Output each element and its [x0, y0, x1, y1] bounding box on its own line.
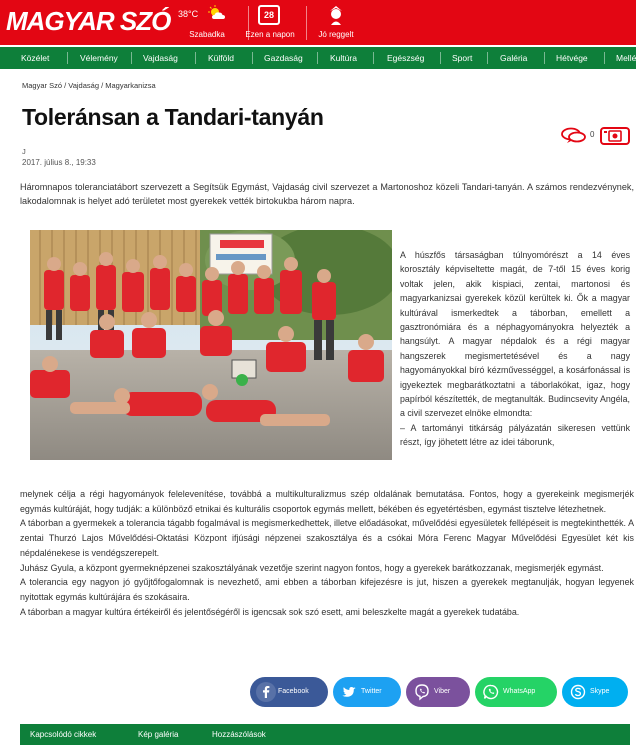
nav-divider [252, 52, 253, 64]
nav-divider [604, 52, 605, 64]
article-body [20, 487, 634, 619]
share-label: Twitter [361, 688, 382, 695]
share-viber-button[interactable] [406, 677, 470, 707]
facebook-icon [256, 682, 276, 702]
tab-photo-gallery[interactable]: Kép galéria [138, 730, 179, 739]
article-title: Toleránsan a Tandari-tanyán [22, 104, 324, 130]
site-logo[interactable]: MAGYAR SZÓ [6, 6, 171, 36]
nav-divider [544, 52, 545, 64]
comment-count: 0 [590, 130, 595, 139]
nav-divider [487, 52, 488, 64]
share-label: Facebook [278, 688, 309, 695]
weather-city: Szabadka [189, 30, 225, 39]
nav-item-egeszseg[interactable]: Egészség [387, 53, 425, 63]
paragraph: Juhász Gyula, a központ gyermeknépzenei szakosztályának vezetője szerint nagyon fontos, hogy a gyerekek barátkozzanak, megismerjék egymást. [20, 562, 604, 573]
nav-divider [373, 52, 374, 64]
skype-icon [568, 682, 588, 702]
related-tabs [20, 724, 630, 745]
tab-related-articles[interactable]: Kapcsolódó cikkek [30, 730, 97, 739]
paragraph: A táborban a gyermekek a tolerancia tágabb fogalmával is megismerkedhettek, illetve előadásokat, művelődési egyesületek fellépéseit is megtekinthették. A zentai Thurzó Lajos Művelődési-Oktatási Központ ifjúsági népzenei szakosztálya és a csókai Móra Ferenc Magyar Művelődési Egyesület két kis népdalénekese is vendégszerepelt. [20, 518, 634, 558]
article-side-text [400, 248, 630, 450]
on-this-day-label: Ezen a napon [245, 30, 295, 39]
nav-divider [317, 52, 318, 64]
nav-divider [67, 52, 68, 64]
side-text-part-1: A húszfős társaságban túlnyomórészt a 14 éves korosztály képviseltette magát, de 7-től 15 éves korig voltak jelen, akik kispiaci, zentai, martonosi és magyarkanizsai gyerekek közül kerültek ki. Ők a magyar kultúrával ismerkedtek a táborban, emellett a gasztronómiára és a néphagyományokra helyezték a hangsúlyt. A magyar népdalok és a régi magyar hangszerek megismertetésével és a nagy hagyományokkal bíró kézművességgel, a kosárfonással is igyekeztek megbarátkoztatni a táborlakókat, igaz, hogy papírból készítették, de megtanulták. Budincsevity Angéla, a civil szervezet elnöke elmondta: [400, 250, 630, 419]
main-nav [0, 47, 636, 69]
nav-divider [131, 52, 132, 64]
gallery-icon[interactable] [600, 127, 630, 145]
paragraph: A tolerancia egy nagyon jó gyűjtőfogalomnak is nevezhető, ami ebben a táborban kifejezésre is jut, hiszen a gyerekek megtanulják, hogyan legyenek nyitottak egymás kultúrájára és szokásaira. [20, 577, 634, 602]
nav-item-hetvege[interactable]: Hétvége [556, 53, 588, 63]
weather-temperature: 38°C [178, 9, 199, 19]
nav-item-kulfold[interactable]: Külföld [208, 53, 234, 63]
nav-item-melle[interactable]: Mellé [616, 53, 636, 63]
share-twitter-button[interactable] [333, 677, 401, 707]
breadcrumb[interactable]: Magyar Szó / Vajdaság / Magyarkanizsa [22, 81, 156, 90]
nav-item-gazdasag[interactable]: Gazdaság [264, 53, 303, 63]
share-label: Skype [590, 688, 610, 695]
tab-comments[interactable]: Hozzászólások [212, 730, 266, 739]
sun-cloud-icon [206, 5, 232, 21]
nav-item-velemeny[interactable]: Vélemény [80, 53, 118, 63]
nav-item-galeria[interactable]: Galéria [500, 53, 528, 63]
nav-item-kultura[interactable]: Kultúra [330, 53, 357, 63]
top-header [0, 0, 636, 45]
twitter-icon [339, 682, 359, 702]
paragraph: melynek célja a régi hagyományok felelevenítése, továbbá a multikulturalizmus szép oldalának bemutatása. Fontos, hogy a gyerekeink megismerjék egymás kultúráját, hogy tudják: a különböző etnikai és kulturális csoportok egymás mellett, békében és egyetértésben, egymást tisztelve létezhetnek. [20, 489, 634, 514]
nav-item-kozelet[interactable]: Közélet [21, 53, 50, 63]
nav-item-sport[interactable]: Sport [452, 53, 473, 63]
share-buttons [250, 677, 634, 709]
author-initial[interactable]: J [22, 147, 26, 156]
nav-item-vajdasag[interactable]: Vajdaság [143, 53, 178, 63]
paragraph: A táborban a magyar kultúra értékeiről és jelentőségéről is igencsak sok szó esett, ami beleszkelte magát a gyerekek tudatába. [20, 606, 520, 617]
good-morning-label: Jó reggelt [318, 30, 354, 39]
side-text-part-2: – A tartományi titkárság pályázatán sikeresen vettünk részt, így jöhetett létre az idei táborunk, [400, 422, 630, 448]
viber-icon [412, 682, 432, 702]
group-photo-image [30, 230, 392, 460]
share-facebook-button[interactable] [250, 677, 328, 707]
comments-icon[interactable] [560, 126, 588, 144]
share-label: WhatsApp [503, 688, 536, 695]
publish-date: 2017. július 8., 19:33 [22, 158, 96, 167]
nav-divider [440, 52, 441, 64]
article-lead: Háromnapos toleranciatábort szervezett a Segítsük Egymást, Vajdaság civil szervezet a Martonoshoz közeli Tandari-tanyán. A számos rendezvénynek, lakodalomnak is helyet adó területet most gyerekek vették birtokukba három napra. [20, 182, 634, 206]
person-head-icon [326, 5, 346, 27]
article-photo[interactable] [30, 230, 392, 460]
share-whatsapp-button[interactable] [475, 677, 557, 707]
nav-divider [195, 52, 196, 64]
calendar-icon: 28 [258, 5, 280, 25]
whatsapp-icon [481, 682, 501, 702]
share-label: Viber [434, 688, 451, 695]
share-skype-button[interactable] [562, 677, 628, 707]
article-actions [560, 124, 632, 146]
